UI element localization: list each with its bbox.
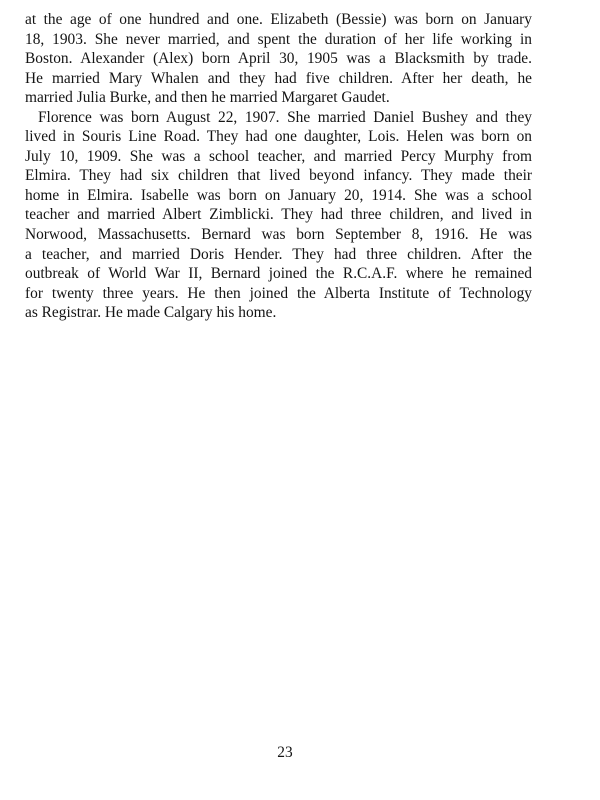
text-line: as Registrar. He made Calgary his home.: [25, 304, 277, 322]
text-line: Florence was born August 22, 1907. She married Daniel Bushey and they: [38, 108, 532, 126]
text-line: for twenty three years. He then joined the Alberta Institute of Technology: [25, 284, 532, 302]
text-line: lived in Souris Line Road. They had one daughter, Lois. Helen was born on: [25, 128, 532, 146]
text-line: July 10, 1909. She was a school teacher, and married Percy Murphy from: [25, 147, 532, 165]
text-line: married Julia Burke, and then he married Margaret Gaudet.: [25, 89, 390, 107]
body-text: [25, 10, 532, 323]
text-line: Norwood, Massachusetts. Bernard was born September 8, 1916. He was: [25, 226, 532, 244]
text-line: He married Mary Whalen and they had five children. After her death, he: [25, 69, 532, 87]
text-line: home in Elmira. Isabelle was born on January 20, 1914. She was a school: [25, 186, 532, 204]
text-line: 18, 1903. She never married, and spent the duration of her life working in: [25, 30, 532, 48]
text-line: outbreak of World War II, Bernard joined the R.C.A.F. where he remained: [25, 265, 532, 283]
text-line: at the age of one hundred and one. Elizabeth (Bessie) was born on January: [25, 11, 532, 28]
paragraph-1: [25, 10, 532, 108]
text-line: Elmira. They had six children that lived beyond infancy. They made their: [25, 167, 532, 185]
paragraph-2: [25, 108, 532, 323]
text-line: Boston. Alexander (Alex) born April 30, 1905 was a Blacksmith by trade.: [25, 50, 532, 68]
page-number: 23: [277, 744, 293, 761]
text-line: a teacher, and married Doris Hender. They had three children. After the: [25, 245, 532, 263]
text-line: teacher and married Albert Zimblicki. They had three children, and lived in: [25, 206, 532, 224]
